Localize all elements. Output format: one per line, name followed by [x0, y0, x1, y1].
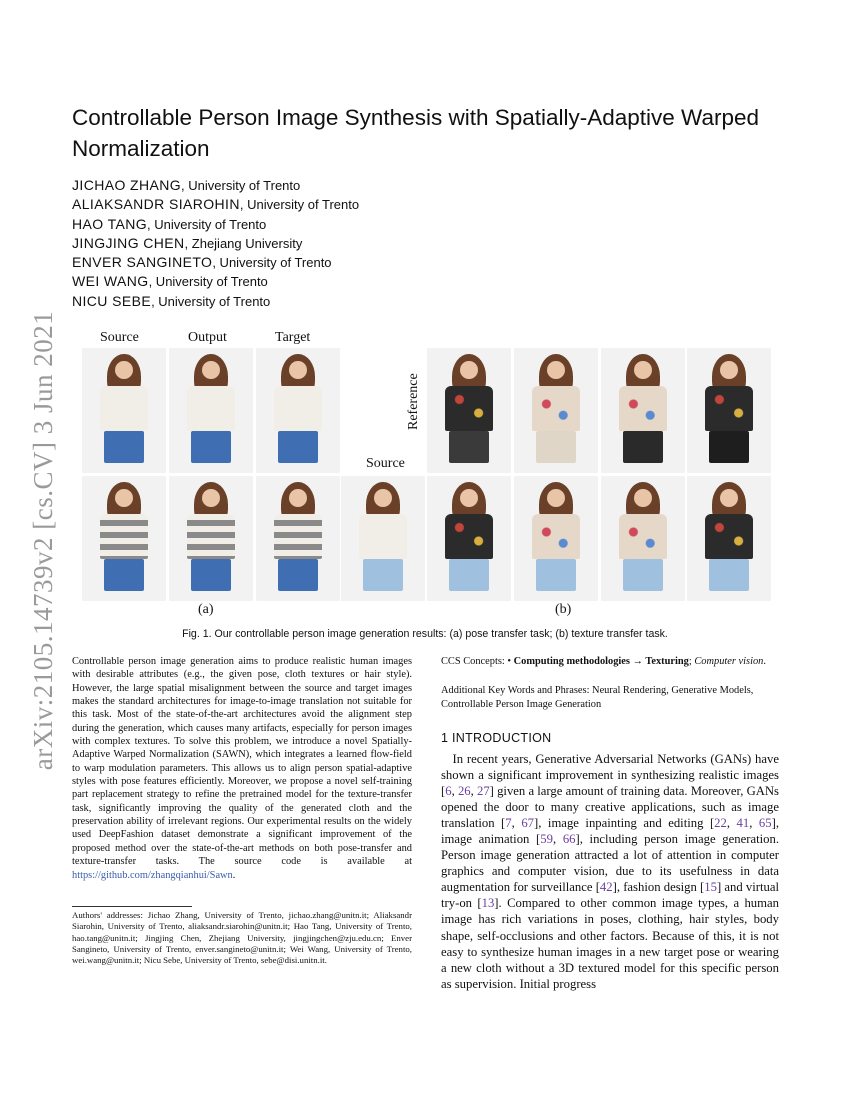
- author-affiliation: , University of Trento: [212, 255, 332, 271]
- top-garment: [619, 386, 666, 431]
- top-garment: [619, 514, 666, 559]
- intro-text: ] given a large amount of training data. Moreover, GANs opened the door to many creative applications, such as image translation [: [441, 784, 779, 831]
- top-garment: [100, 386, 147, 431]
- intro-text: ] and virtual try-on [: [441, 880, 779, 911]
- author-affiliation: , University of Trento: [181, 178, 301, 193]
- citation[interactable]: 22: [714, 816, 727, 831]
- citation[interactable]: 7: [505, 816, 512, 831]
- author-name: JINGJING CHEN: [72, 234, 185, 251]
- photo-target-top: [256, 348, 340, 473]
- top-garment: [100, 514, 147, 559]
- photo-result-1: [427, 476, 511, 601]
- source-code-link[interactable]: https://github.com/zhangqianhui/Sawn: [72, 869, 233, 881]
- ccs-end: .: [763, 656, 766, 667]
- photo-result-3: [601, 476, 685, 601]
- ccs-italic: Computer vision: [694, 656, 764, 667]
- footnote-rule: [72, 906, 192, 907]
- ccs-sep: ;: [688, 656, 695, 667]
- author-affiliation: , University of Trento: [239, 197, 360, 213]
- figure-1: [78, 330, 774, 620]
- top-garment: [705, 514, 752, 559]
- ccs-concepts: [441, 655, 779, 668]
- intro-text: ], image inpainting and editing [: [534, 816, 715, 831]
- author-list: [72, 176, 592, 311]
- photo-output-top: [169, 348, 253, 473]
- author-entry: [72, 272, 592, 291]
- top-garment: [187, 386, 234, 431]
- right-column-front-matter: [441, 655, 779, 711]
- intro-text: ], image animation [: [441, 816, 780, 847]
- photo-result-2: [514, 476, 598, 601]
- author-entry: [72, 253, 592, 272]
- author-affiliation: , Zhejiang University: [184, 235, 303, 251]
- top-garment: [532, 386, 579, 431]
- author-affiliation: , University of Trento: [151, 293, 271, 309]
- citation[interactable]: 59: [540, 832, 553, 847]
- intro-text: ]. Compared to other common image types, a human image has rich variations in poses, clothing, hair styles, body shape, self-occlusions and other factors. Because of this, it is not easy to synthesize human images in a new target pose or wearing a new cloth without a 3D textured model for this specific person as supervision. Initial progress: [441, 896, 779, 991]
- photo-source-top: [82, 348, 166, 473]
- photo-source-b: [341, 476, 425, 601]
- bottom-garment: [363, 559, 403, 592]
- author-affiliation: , University of Trento: [147, 216, 267, 232]
- author-name: JICHAO ZHANG: [72, 177, 182, 193]
- photo-target-bottom: [256, 476, 340, 601]
- citation[interactable]: 26: [457, 784, 471, 799]
- label-b: (b): [555, 602, 572, 617]
- intro-text: ], fashion design [: [612, 880, 705, 895]
- keywords: Additional Key Words and Phrases: Neural Rendering, Generative Models, Controllable Person Image Generation: [441, 685, 754, 710]
- ccs-prefix: CCS Concepts: •: [441, 656, 514, 667]
- introduction-paragraph: In recent years, Generative Adversarial Networks (GANs) have shown a significant improvement in synthesizing realistic images [6, 26, 27] given a large amount of training data. Moreover, GANs opened the door to many creative applications, such as image translation [7, 67], image inpainting and editing [22, 41, 65], image animation [59, 66], including person image generation. Person image generation attracted a lot of attention in computer graphics and computer vision, due to its usefulness in data augmentation for surveillance [42], fashion design [15] and virtual try-on [13]. Compared to other common image types, a human image has rich variations in poses, clothing, hair styles, body shape, self-occlusions and other factors. Because of this, it is not easy to synthesize human images in a new target pose or wearing a new cloth without a 3D textured model for this specific person as supervision. Initial progress: [441, 752, 780, 991]
- bottom-garment: [104, 559, 144, 592]
- bottom-garment: [278, 559, 318, 592]
- author-name: WEI WANG: [72, 273, 149, 290]
- author-entry: [72, 195, 592, 214]
- bottom-garment: [623, 559, 663, 592]
- bottom-garment: [709, 431, 749, 464]
- top-garment: [705, 386, 752, 431]
- top-garment: [532, 514, 579, 559]
- photo-output-bottom: [169, 476, 253, 601]
- citation[interactable]: 6: [445, 784, 452, 799]
- citation[interactable]: 41: [736, 816, 750, 831]
- bottom-garment: [449, 431, 489, 464]
- figure-caption: Fig. 1. Our controllable person image generation results: (a) pose transfer task; (b) texture transfer task.: [182, 628, 668, 640]
- reference-text: Reference: [406, 373, 421, 430]
- citation[interactable]: 13: [481, 896, 495, 911]
- label-a: (a): [198, 602, 214, 617]
- citation[interactable]: 42: [599, 880, 613, 895]
- photo-source-bottom: [82, 476, 166, 601]
- citation[interactable]: 27: [476, 784, 490, 799]
- paper-title: Controllable Person Image Synthesis with Spatially-Adaptive Warped Normalization: [72, 105, 760, 161]
- authors-addresses: Authors' addresses: Jichao Zhang, University of Trento, jichao.zhang@unitn.it; Aliaksandr Siarohin, University of Trento, aliaksandr.siarohin@unitn.it; Hao Tang, University of Trento, hao.tang@unitn.it; Jingjing Chen, Zhejiang University, jingjingchen@zju.edu.cn; Enver Sangineto, University of Trento, enver.sangineto@unitn.it; Wei Wang, University of Trento, wei.wang@unitn.it; Nicu Sebe, University of Trento, sebe@disi.unitn.it.: [72, 910, 412, 966]
- photo-reference-3: [601, 348, 685, 473]
- author-entry: [72, 234, 592, 253]
- photo-reference-1: [427, 348, 511, 473]
- author-entry: [72, 292, 592, 311]
- label-target: Target: [275, 330, 311, 345]
- bottom-garment: [191, 559, 231, 592]
- bottom-garment: [449, 559, 489, 592]
- top-garment: [187, 514, 234, 559]
- citation[interactable]: 65: [758, 816, 772, 831]
- author-affiliation: , University of Trento: [148, 274, 268, 290]
- section-heading: 1 INTRODUCTION: [441, 731, 552, 745]
- top-garment: [445, 514, 492, 559]
- top-garment: [359, 514, 406, 559]
- author-entry: [72, 176, 592, 195]
- label-source: Source: [100, 330, 139, 345]
- intro-text: ], including person image generation. Person image generation attracted a lot of attention in computer graphics and computer vision, due to its usefulness in data augmentation for surveillance [: [441, 832, 779, 895]
- author-name: HAO TANG: [72, 215, 148, 232]
- abstract-text: Controllable person image generation aims to produce realistic human images with desirable attributes (e.g., the given pose, cloth textures or hair style). However, the large spatial misalignment between the source and target images makes the standard architectures for image-to-image translation not suitable for this task. Most of the state-of-the-art architectures avoid the alignment step during the generation, which causes many artifacts, especially for person images with complex textures. To solve this problem, we introduce a novel Spatially-Adaptive Warped Normalization (SAWN), which integrates a learned flow-field to warp modulation parameters. This allows us to align person spatial-adaptive styles with pose features efficiently. Moreover, we propose a novel self-training part replacement strategy to refine the pretrained model for the texture-transfer task, significantly improving the quality of the generated cloth and the preservation ability of irrelevant regions. Our experimental results on the widely used DeepFashion dataset demonstrate a significant improvement of the proposed method over the state-of-the-art methods on both pose-transfer and texture-transfer tasks. The source code is available at: [72, 656, 412, 868]
- photo-reference-4: [687, 348, 771, 473]
- top-garment: [274, 514, 321, 559]
- label-reference: [406, 373, 422, 430]
- intro-text: In recent years, Generative Adversarial Networks (GANs) have shown a significant improvement in synthesizing realistic images [: [441, 752, 779, 799]
- photo-result-4: [687, 476, 771, 601]
- arxiv-stamp: arXiv:2105.14739v2 [cs.CV] 3 Jun 2021: [28, 310, 59, 770]
- top-garment: [445, 386, 492, 431]
- bottom-garment: [536, 559, 576, 592]
- abstract: [72, 655, 412, 882]
- author-name: ALIAKSANDR SIAROHIN: [72, 196, 240, 213]
- citation[interactable]: 67: [521, 816, 535, 831]
- bottom-garment: [278, 431, 318, 464]
- author-entry: [72, 215, 592, 234]
- bottom-garment: [623, 431, 663, 464]
- label-source-b: Source: [366, 456, 405, 471]
- label-output: Output: [188, 330, 227, 345]
- ccs-bold: Computing methodologies → Texturing: [513, 656, 689, 667]
- bottom-garment: [104, 431, 144, 464]
- author-name: NICU SEBE: [72, 292, 152, 309]
- bottom-garment: [709, 559, 749, 592]
- author-name: ENVER SANGINETO: [72, 254, 213, 271]
- abstract-end: .: [232, 869, 236, 881]
- photo-reference-2: [514, 348, 598, 473]
- bottom-garment: [191, 431, 231, 464]
- bottom-garment: [536, 431, 576, 464]
- citation[interactable]: 15: [704, 880, 717, 895]
- citation[interactable]: 66: [562, 832, 576, 847]
- top-garment: [274, 386, 321, 431]
